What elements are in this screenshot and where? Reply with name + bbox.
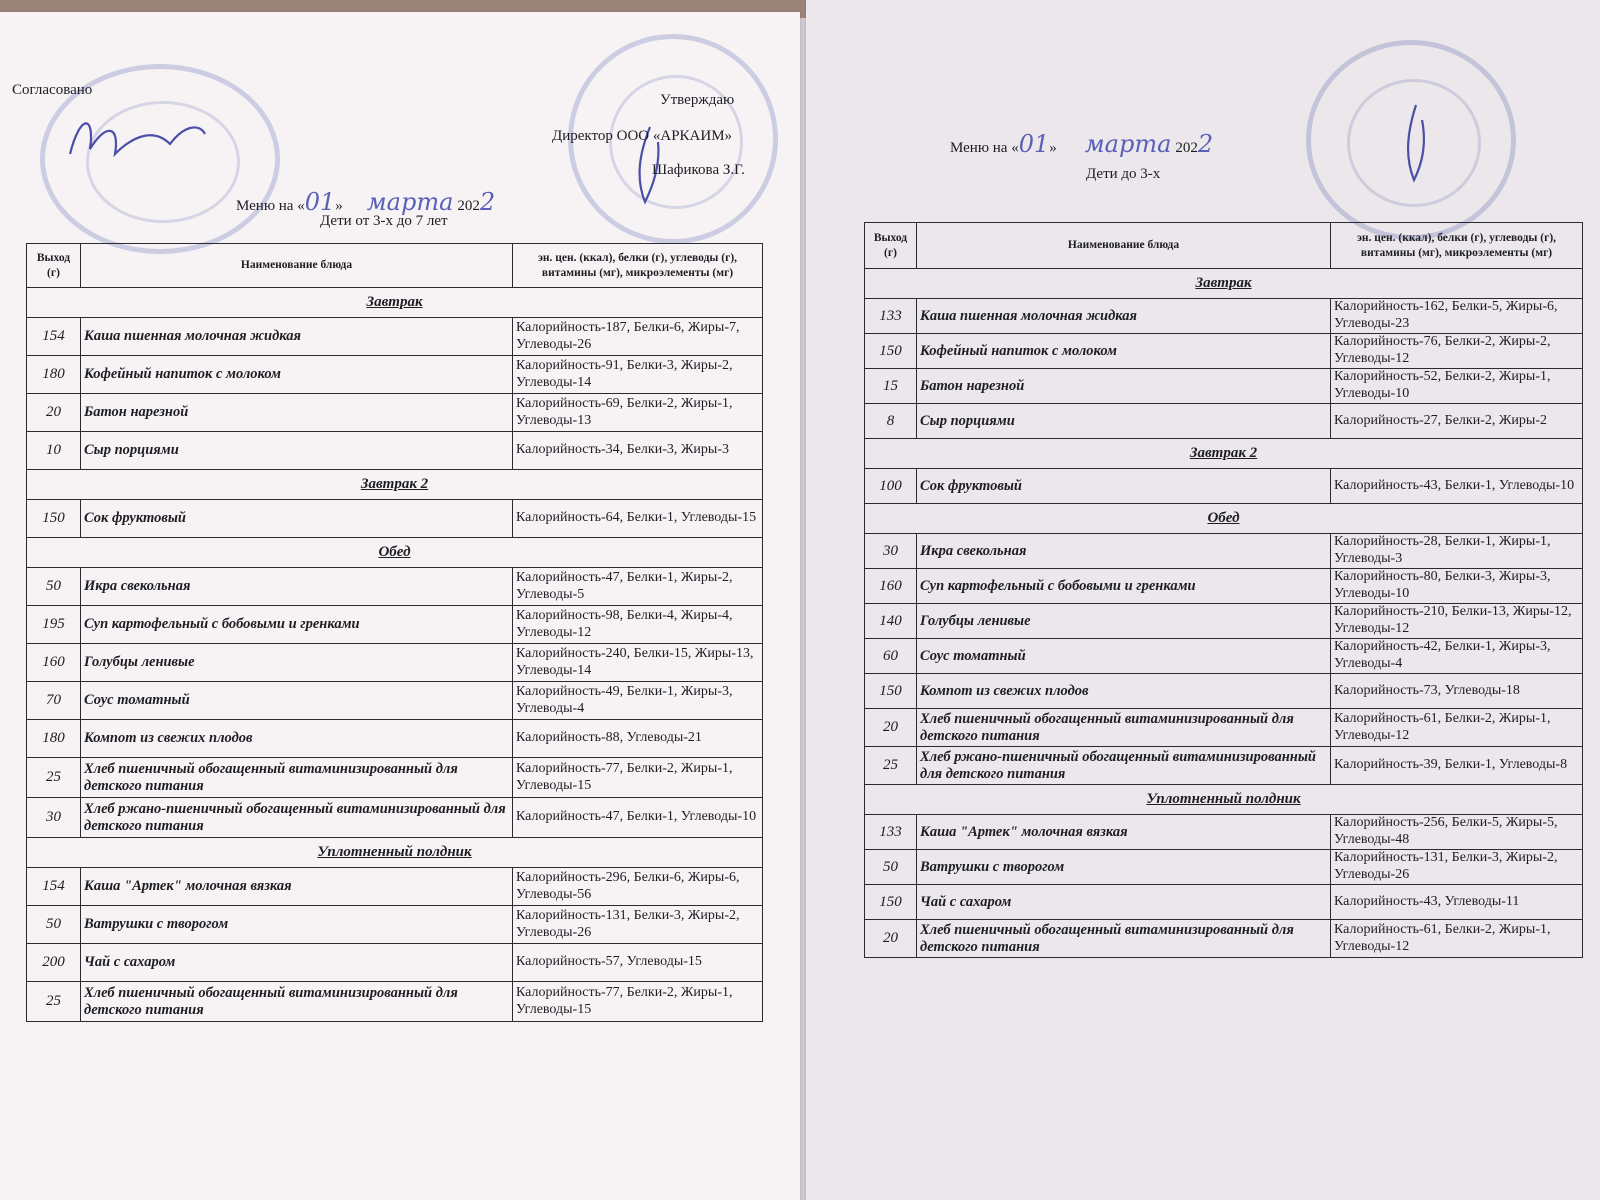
- table-row: [865, 369, 1583, 404]
- signature-right: [1386, 100, 1446, 190]
- nutrition-value: Калорийность-43, Белки-1, Углеводы-10: [1331, 469, 1583, 504]
- director-label: Директор ООО «АРКАИМ»: [552, 128, 733, 144]
- dish-name: Хлеб ржано-пшеничный обогащенный витаминизированный для детского питания: [917, 747, 1331, 785]
- menu-date-line: [236, 188, 495, 216]
- dish-name: Чай с сахаром: [917, 885, 1331, 920]
- age-subtitle: Дети от 3-х до 7 лет: [320, 213, 448, 229]
- section-row: [865, 269, 1583, 299]
- section-title: Уплотненный полдник: [865, 785, 1583, 815]
- nutrition-value: Калорийность-131, Белки-3, Жиры-2, Углеводы-26: [513, 906, 763, 944]
- section-row: [865, 785, 1583, 815]
- dish-name: Батон нарезной: [81, 394, 513, 432]
- portion-grams: 20: [865, 709, 917, 747]
- col-header-dish: Наименование блюда: [81, 244, 513, 288]
- table-row: [865, 885, 1583, 920]
- nutrition-value: Калорийность-61, Белки-2, Жиры-1, Углеводы-12: [1331, 709, 1583, 747]
- nutrition-value: Калорийность-39, Белки-1, Углеводы-8: [1331, 747, 1583, 785]
- table-row: [865, 674, 1583, 709]
- nutrition-value: Калорийность-34, Белки-3, Жиры-3: [513, 432, 763, 470]
- portion-grams: 150: [865, 885, 917, 920]
- table-row: [865, 709, 1583, 747]
- dish-name: Ватрушки с творогом: [81, 906, 513, 944]
- section-title: Завтрак 2: [865, 439, 1583, 469]
- date-quote: »: [1049, 140, 1057, 156]
- nutrition-value: Калорийность-88, Углеводы-21: [513, 720, 763, 758]
- section-row: [27, 470, 763, 500]
- nutrition-value: Калорийность-77, Белки-2, Жиры-1, Углеводы-15: [513, 982, 763, 1022]
- portion-grams: 150: [865, 334, 917, 369]
- table-row: [27, 432, 763, 470]
- dish-name: Голубцы ленивые: [917, 604, 1331, 639]
- nutrition-value: Калорийность-52, Белки-2, Жиры-1, Углеводы-10: [1331, 369, 1583, 404]
- menu-table-right: [864, 222, 1583, 958]
- date-month-handwritten: марта: [366, 188, 454, 216]
- table-row: [865, 299, 1583, 334]
- menu-date-line: [950, 130, 1213, 158]
- table-row: [27, 868, 763, 906]
- portion-grams: 180: [27, 720, 81, 758]
- col-header-dish: Наименование блюда: [917, 223, 1331, 269]
- portion-grams: 150: [865, 674, 917, 709]
- agreed-label: Согласовано: [12, 82, 93, 98]
- date-quote: »: [335, 198, 343, 214]
- portion-grams: 25: [27, 982, 81, 1022]
- menu-table-left: [26, 243, 763, 1022]
- year-prefix: 202: [457, 198, 480, 214]
- table-row: [27, 758, 763, 798]
- nutrition-value: Калорийность-240, Белки-15, Жиры-13, Углеводы-14: [513, 644, 763, 682]
- table-row: [27, 982, 763, 1022]
- table-row: [27, 394, 763, 432]
- menu-prefix: Меню на «: [236, 198, 305, 214]
- portion-grams: 10: [27, 432, 81, 470]
- age-subtitle: Дети до 3-х: [1086, 166, 1161, 182]
- portion-grams: 150: [27, 500, 81, 538]
- date-day-handwritten: 01: [304, 188, 336, 216]
- portion-grams: 20: [865, 920, 917, 958]
- table-row: [865, 920, 1583, 958]
- portion-grams: 30: [27, 798, 81, 838]
- nutrition-value: Калорийность-47, Белки-1, Жиры-2, Углеводы-5: [513, 568, 763, 606]
- dish-name: Хлеб пшеничный обогащенный витаминизированный для детского питания: [81, 982, 513, 1022]
- dish-name: Сыр порциями: [917, 404, 1331, 439]
- section-title: Завтрак: [865, 269, 1583, 299]
- portion-grams: 25: [27, 758, 81, 798]
- dish-name: Каша "Артек" молочная вязкая: [917, 815, 1331, 850]
- nutrition-value: Калорийность-69, Белки-2, Жиры-1, Углеводы-13: [513, 394, 763, 432]
- table-row: [27, 682, 763, 720]
- table-row: [865, 334, 1583, 369]
- dish-name: Каша "Артек" молочная вязкая: [81, 868, 513, 906]
- table-row: [27, 568, 763, 606]
- dish-name: Кофейный напиток с молоком: [81, 356, 513, 394]
- portion-grams: 140: [865, 604, 917, 639]
- section-title: Завтрак 2: [27, 470, 763, 500]
- table-row: [27, 606, 763, 644]
- section-title: Завтрак: [27, 288, 763, 318]
- portion-grams: 50: [27, 568, 81, 606]
- portion-grams: 15: [865, 369, 917, 404]
- dish-name: Сыр порциями: [81, 432, 513, 470]
- nutrition-value: Калорийность-47, Белки-1, Углеводы-10: [513, 798, 763, 838]
- portion-grams: 20: [27, 394, 81, 432]
- table-row: [865, 404, 1583, 439]
- col-header-nutrition: эн. цен. (ккал), белки (г), углеводы (г), витамины (мг), микроэлементы (мг): [1331, 223, 1583, 269]
- portion-grams: 70: [27, 682, 81, 720]
- date-day-handwritten: 01: [1018, 130, 1050, 158]
- date-month-handwritten: марта: [1084, 130, 1172, 158]
- nutrition-value: Калорийность-64, Белки-1, Углеводы-15: [513, 500, 763, 538]
- dish-name: Соус томатный: [81, 682, 513, 720]
- nutrition-value: Калорийность-49, Белки-1, Жиры-3, Углеводы-4: [513, 682, 763, 720]
- nutrition-value: Калорийность-256, Белки-5, Жиры-5, Углеводы-48: [1331, 815, 1583, 850]
- dish-name: Каша пшенная молочная жидкая: [81, 318, 513, 356]
- table-row: [27, 906, 763, 944]
- nutrition-value: Калорийность-187, Белки-6, Жиры-7, Углеводы-26: [513, 318, 763, 356]
- section-title: Обед: [865, 504, 1583, 534]
- portion-grams: 160: [27, 644, 81, 682]
- dish-name: Ватрушки с творогом: [917, 850, 1331, 885]
- table-row: [865, 639, 1583, 674]
- portion-grams: 25: [865, 747, 917, 785]
- signature-left: [60, 104, 210, 174]
- dish-name: Сок фруктовый: [81, 500, 513, 538]
- nutrition-value: Калорийность-77, Белки-2, Жиры-1, Углеводы-15: [513, 758, 763, 798]
- dish-name: Соус томатный: [917, 639, 1331, 674]
- table-row: [27, 798, 763, 838]
- section-row: [865, 439, 1583, 469]
- table-row: [865, 747, 1583, 785]
- table-row: [865, 604, 1583, 639]
- section-title: Уплотненный полдник: [27, 838, 763, 868]
- portion-grams: 200: [27, 944, 81, 982]
- nutrition-value: Калорийность-57, Углеводы-15: [513, 944, 763, 982]
- nutrition-value: Калорийность-42, Белки-1, Жиры-3, Углеводы-4: [1331, 639, 1583, 674]
- table-row: [865, 469, 1583, 504]
- dish-name: Хлеб пшеничный обогащенный витаминизированный для детского питания: [917, 709, 1331, 747]
- dish-name: Каша пшенная молочная жидкая: [917, 299, 1331, 334]
- dish-name: Батон нарезной: [917, 369, 1331, 404]
- table-row: [865, 850, 1583, 885]
- nutrition-value: Калорийность-73, Углеводы-18: [1331, 674, 1583, 709]
- nutrition-value: Калорийность-43, Углеводы-11: [1331, 885, 1583, 920]
- portion-grams: 180: [27, 356, 81, 394]
- nutrition-value: Калорийность-98, Белки-4, Жиры-4, Углеводы-12: [513, 606, 763, 644]
- dish-name: Суп картофельный с бобовыми и гренками: [81, 606, 513, 644]
- dish-name: Кофейный напиток с молоком: [917, 334, 1331, 369]
- table-row: [865, 569, 1583, 604]
- dish-name: Икра свекольная: [917, 534, 1331, 569]
- nutrition-value: Калорийность-131, Белки-3, Жиры-2, Углеводы-26: [1331, 850, 1583, 885]
- section-title: Обед: [27, 538, 763, 568]
- portion-grams: 154: [27, 318, 81, 356]
- nutrition-value: Калорийность-61, Белки-2, Жиры-1, Углеводы-12: [1331, 920, 1583, 958]
- portion-grams: 154: [27, 868, 81, 906]
- director-name: Шафикова З.Г.: [652, 162, 745, 178]
- year-handwritten: 2: [1197, 130, 1214, 158]
- dish-name: Хлеб пшеничный обогащенный витаминизированный для детского питания: [917, 920, 1331, 958]
- table-row: [27, 318, 763, 356]
- dish-name: Голубцы ленивые: [81, 644, 513, 682]
- portion-grams: 8: [865, 404, 917, 439]
- portion-grams: 160: [865, 569, 917, 604]
- dish-name: Икра свекольная: [81, 568, 513, 606]
- table-row: [865, 534, 1583, 569]
- dish-name: Чай с сахаром: [81, 944, 513, 982]
- year-handwritten: 2: [479, 188, 496, 216]
- portion-grams: 100: [865, 469, 917, 504]
- nutrition-value: Калорийность-296, Белки-6, Жиры-6, Углеводы-56: [513, 868, 763, 906]
- nutrition-value: Калорийность-162, Белки-5, Жиры-6, Углеводы-23: [1331, 299, 1583, 334]
- nutrition-value: Калорийность-210, Белки-13, Жиры-12, Углеводы-12: [1331, 604, 1583, 639]
- nutrition-value: Калорийность-27, Белки-2, Жиры-2: [1331, 404, 1583, 439]
- table-row: [27, 644, 763, 682]
- dish-name: Сок фруктовый: [917, 469, 1331, 504]
- table-row: [27, 356, 763, 394]
- section-row: [27, 288, 763, 318]
- nutrition-value: Калорийность-91, Белки-3, Жиры-2, Углеводы-14: [513, 356, 763, 394]
- table-row: [865, 815, 1583, 850]
- dish-name: Компот из свежих плодов: [917, 674, 1331, 709]
- portion-grams: 50: [865, 850, 917, 885]
- portion-grams: 133: [865, 299, 917, 334]
- nutrition-value: Калорийность-76, Белки-2, Жиры-2, Углеводы-12: [1331, 334, 1583, 369]
- col-header-output: Выход (г): [865, 223, 917, 269]
- dish-name: Хлеб пшеничный обогащенный витаминизированный для детского питания: [81, 758, 513, 798]
- portion-grams: 195: [27, 606, 81, 644]
- table-row: [27, 944, 763, 982]
- section-row: [865, 504, 1583, 534]
- nutrition-value: Калорийность-28, Белки-1, Жиры-1, Углеводы-3: [1331, 534, 1583, 569]
- portion-grams: 60: [865, 639, 917, 674]
- portion-grams: 50: [27, 906, 81, 944]
- nutrition-value: Калорийность-80, Белки-3, Жиры-3, Углеводы-10: [1331, 569, 1583, 604]
- table-row: [27, 720, 763, 758]
- year-prefix: 202: [1175, 140, 1198, 156]
- portion-grams: 133: [865, 815, 917, 850]
- portion-grams: 30: [865, 534, 917, 569]
- dish-name: Компот из свежих плодов: [81, 720, 513, 758]
- section-row: [27, 838, 763, 868]
- menu-prefix: Меню на «: [950, 140, 1019, 156]
- section-row: [27, 538, 763, 568]
- dish-name: Хлеб ржано-пшеничный обогащенный витаминизированный для детского питания: [81, 798, 513, 838]
- col-header-nutrition: эн. цен. (ккал), белки (г), углеводы (г), витамины (мг), микроэлементы (мг): [513, 244, 763, 288]
- col-header-output: Выход (г): [27, 244, 81, 288]
- table-row: [27, 500, 763, 538]
- dish-name: Суп картофельный с бобовыми и гренками: [917, 569, 1331, 604]
- approve-label: Утверждаю: [660, 92, 735, 108]
